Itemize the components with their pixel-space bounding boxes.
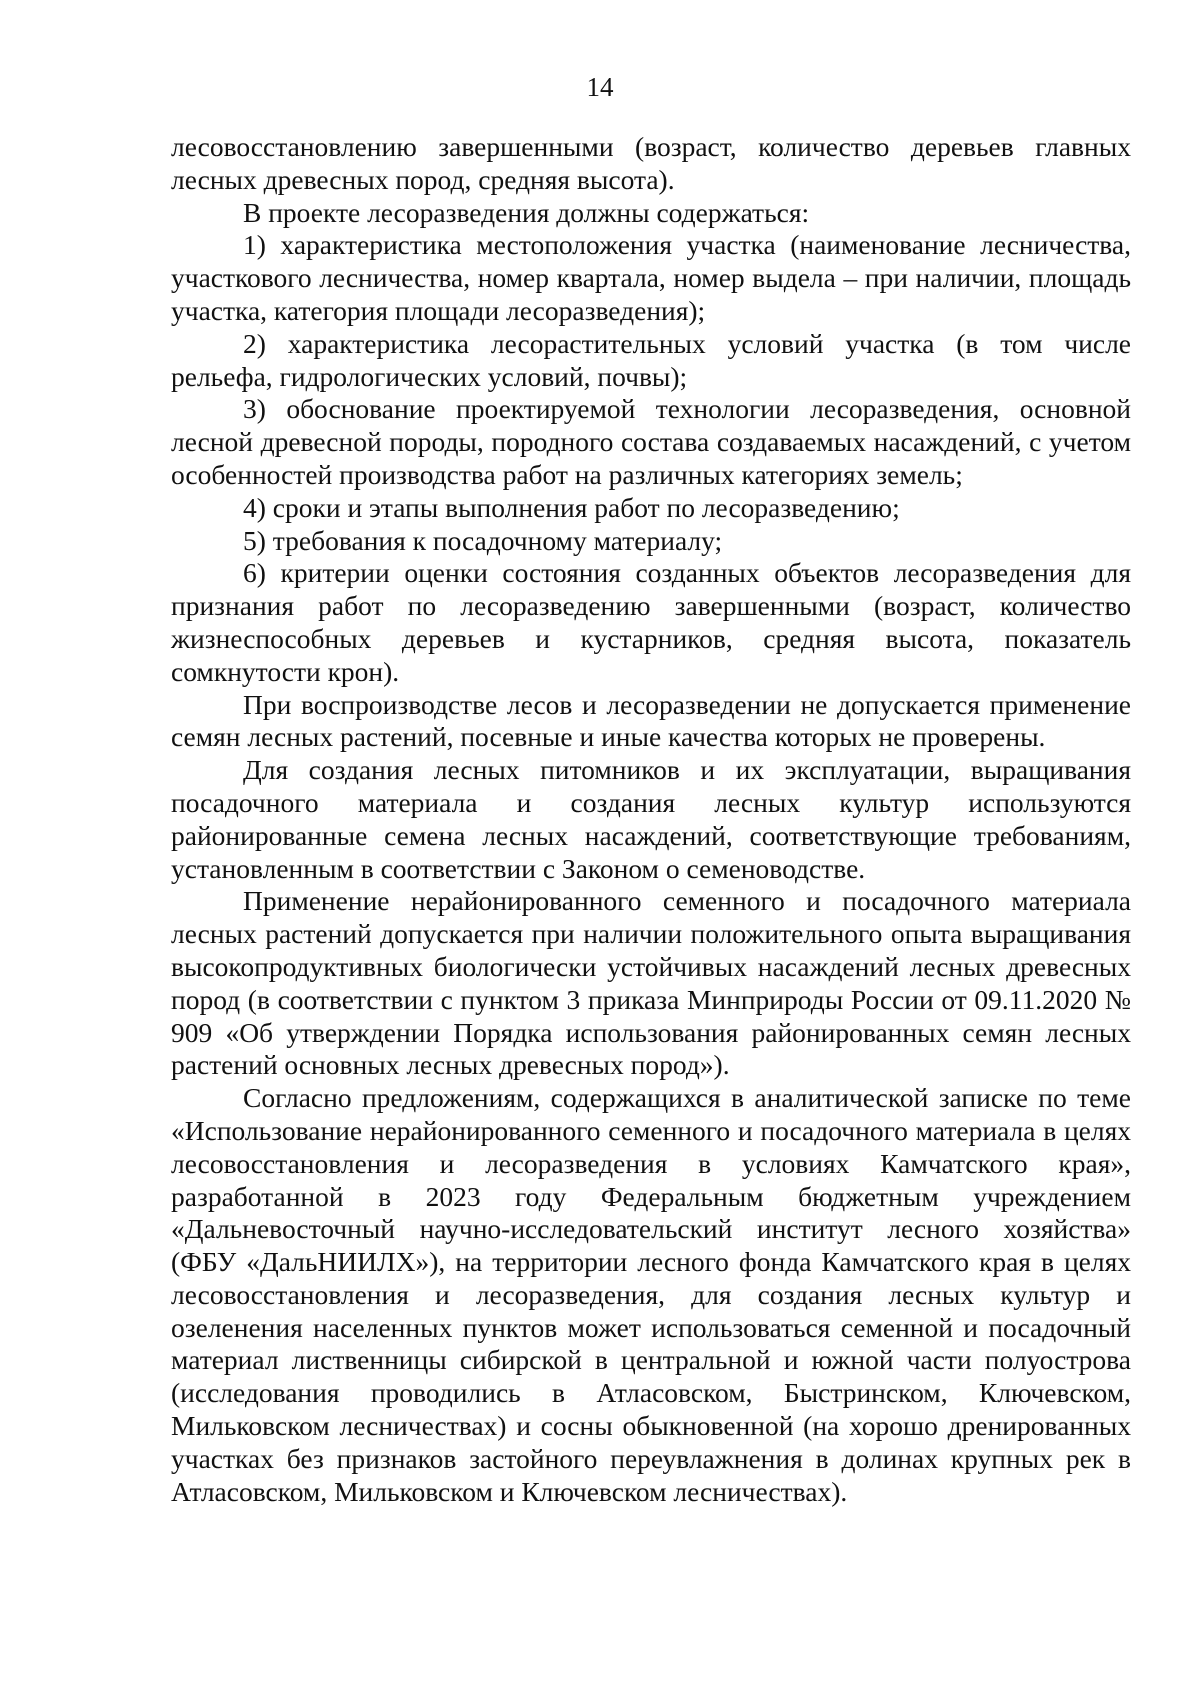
list-item: 6) критерии оценки состояния созданных объектов лесоразведения для признания работ по лесоразведению завершенными (возраст, количество жизнеспособных деревьев и кустарников, средняя высота, показатель сомкнутости крон). bbox=[171, 557, 1131, 687]
list-item: 4) сроки и этапы выполнения работ по лесоразведению; bbox=[243, 491, 900, 523]
list-item: 1) характеристика местоположения участка (наименование лесничества, участкового лесничества, номер квартала, номер выдела – при наличии, площадь участка, категория площади лесоразведения); bbox=[171, 229, 1131, 326]
list-item: 5) требования к посадочному материалу; bbox=[243, 524, 723, 556]
page-number: 14 bbox=[586, 72, 614, 102]
paragraph: Согласно предложениям, содержащихся в аналитической записке по теме «Использование нерайонированного семенного и посадочного материала в целях лесовосстановления и лесоразведения в условиях Камчатского края», разработанной в 2023 году Федеральным бюджетным учреждением «Дальневосточный научно-исследовательский институт лесного хозяйства» (ФБУ «ДальНИИЛХ»), на территории лесного фонда Камчатского края в целях лесовосстановления и лесоразведения, для создания лесных культур и озеленения населенных пунктов может использоваться семенной и посадочный материал лиственницы сибирской в центральной и южной части полуострова (исследования проводились в Атласовском, Быстринском, Ключевском, Мильковском лесничествах) и сосны обыкновенной (на хорошо дренированных участках без признаков застойного переувлажнения в долинах крупных рек в Атласовском, Мильковском и Ключевском лесничествах). bbox=[171, 1082, 1131, 1507]
paragraph: При воспроизводстве лесов и лесоразведении не допускается применение семян лесных растений, посевные и иные качества которых не проверены. bbox=[171, 688, 1131, 753]
list-item: 2) характеристика лесорастительных условий участка (в том числе рельефа, гидрологических условий, почвы); bbox=[171, 327, 1131, 392]
paragraph: Применение нерайонированного семенного и посадочного материала лесных растений допускается при наличии положительного опыта выращивания высокопродуктивных биологически устойчивых насаждений лесных древесных пород (в соответствии с пунктом 3 приказа Минприроды России от 09.11.2020 № 909 «Об утверждении Порядка использования районированных семян лесных растений основных лесных древесных пород»). bbox=[171, 885, 1131, 1081]
paragraph: лесовосстановлению завершенными (возраст, количество деревьев главных лесных древесных пород, средняя высота). bbox=[171, 131, 1131, 195]
paragraph: В проекте лесоразведения должны содержаться: bbox=[243, 196, 810, 228]
document-body bbox=[171, 131, 1131, 1508]
paragraph: Для создания лесных питомников и их эксплуатации, выращивания посадочного материала и создания лесных культур используются районированные семена лесных насаждений, соответствующие требованиям, установленным в соответствии с Законом о семеноводстве. bbox=[171, 754, 1131, 884]
list-item: 3) обоснование проектируемой технологии лесоразведения, основной лесной древесной породы, породного состава создаваемых насаждений, с учетом особенностей производства работ на различных категориях земель; bbox=[171, 393, 1131, 490]
